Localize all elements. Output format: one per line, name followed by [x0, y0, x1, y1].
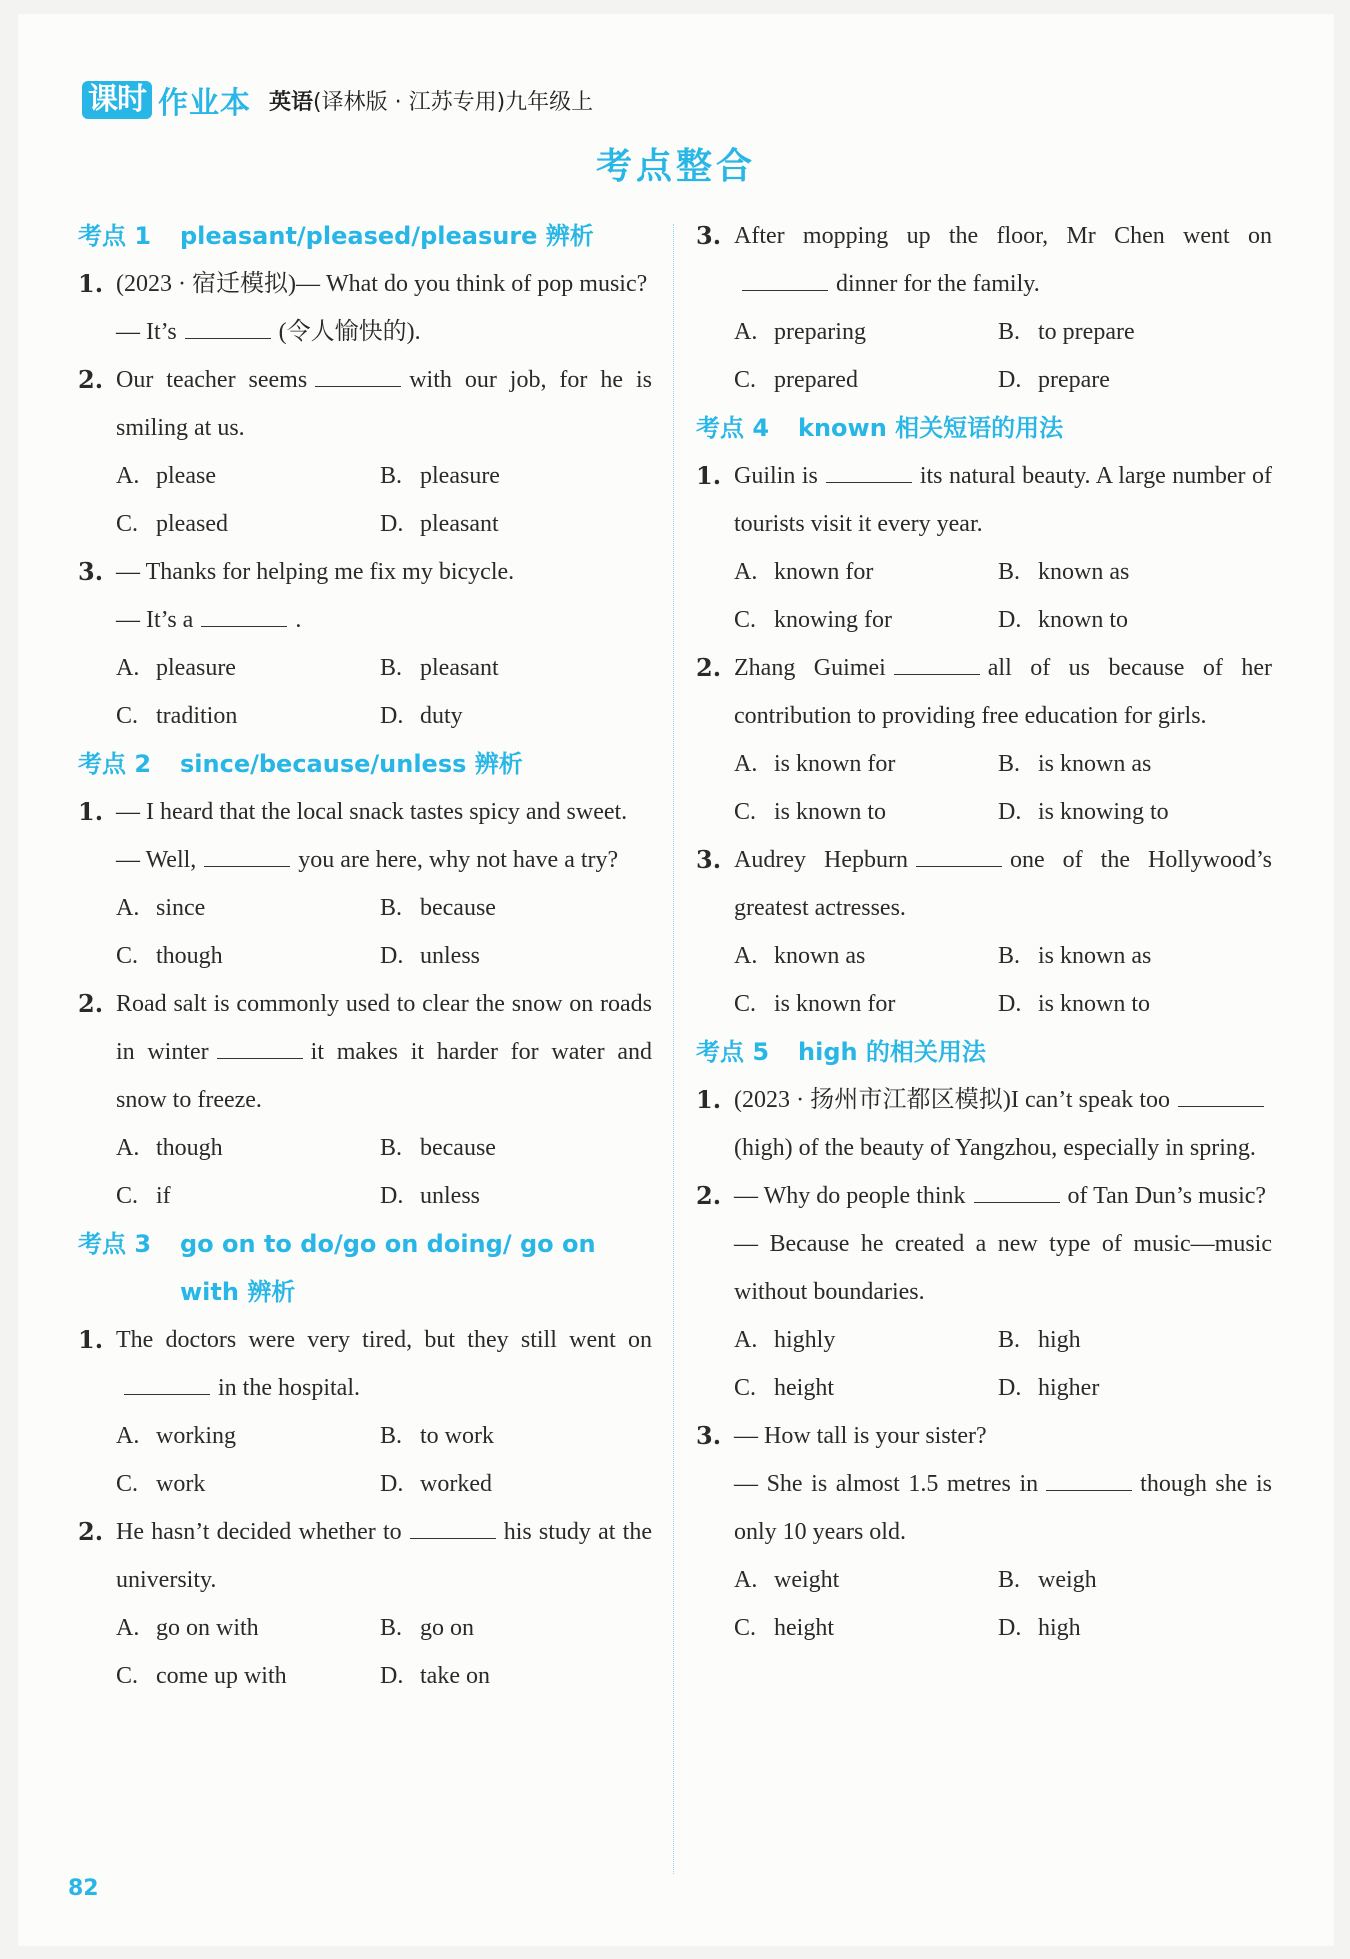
- option-letter: B.: [380, 895, 403, 921]
- question: [696, 836, 1272, 1028]
- option-letter: B.: [998, 1327, 1021, 1353]
- option-letter: C.: [116, 1663, 139, 1689]
- option-letter: B.: [998, 319, 1021, 345]
- section-number: 考点 3: [78, 1230, 152, 1258]
- option-letter: A.: [116, 655, 140, 681]
- options-grid: [116, 644, 652, 740]
- question: [78, 788, 652, 980]
- answer-blank: [974, 1174, 1060, 1203]
- question-text: (2023 · 宿迁模拟)— What do you think of pop music?: [116, 271, 648, 297]
- question: [696, 212, 1272, 404]
- answer-blank: [185, 310, 271, 339]
- question-text: Our teacher seems: [116, 367, 308, 393]
- option-text: because: [420, 895, 496, 921]
- option: [116, 932, 380, 980]
- question-number: 1.: [696, 1085, 722, 1114]
- question-reply: [734, 1460, 1272, 1556]
- question-text: Zhang Guimei: [734, 655, 886, 681]
- question-text: it makes it harder for water and snow to freeze.: [116, 1039, 652, 1113]
- header-brand: [82, 80, 593, 120]
- option: [380, 1460, 652, 1508]
- section-number: 考点 4: [696, 414, 770, 442]
- option: [734, 932, 998, 980]
- question-stem: [734, 1172, 1272, 1220]
- option-letter: C.: [116, 703, 139, 729]
- option-text: high: [1038, 1327, 1081, 1353]
- question-reply: [116, 596, 652, 644]
- question: [78, 356, 652, 548]
- question-number: 1.: [78, 269, 104, 298]
- section-number: 考点 1: [78, 222, 152, 250]
- left-column: [78, 212, 652, 1700]
- option-text: pleasant: [420, 511, 499, 537]
- option: [998, 788, 1272, 836]
- option: [380, 932, 652, 980]
- question-stem: [734, 644, 1272, 740]
- question-text: — I heard that the local snack tastes spicy and sweet.: [116, 799, 628, 825]
- options-grid: [116, 452, 652, 548]
- answer-blank: [826, 454, 912, 483]
- option: [380, 644, 652, 692]
- question-number: 2.: [78, 1517, 104, 1546]
- option-text: height: [774, 1375, 834, 1401]
- question: [696, 1172, 1272, 1412]
- option: [998, 980, 1272, 1028]
- option-letter: D.: [998, 799, 1022, 825]
- option: [116, 1124, 380, 1172]
- option: [116, 692, 380, 740]
- option-letter: C.: [734, 1615, 757, 1641]
- question-number: 2.: [696, 653, 722, 682]
- options-grid: [116, 1412, 652, 1508]
- option-text: pleased: [156, 511, 228, 537]
- book-info: [269, 85, 593, 116]
- question-stem: [734, 212, 1272, 308]
- option-text: to work: [420, 1423, 494, 1449]
- option: [734, 740, 998, 788]
- question-text: in the hospital.: [218, 1375, 360, 1401]
- option-text: duty: [420, 703, 463, 729]
- options-grid: [116, 884, 652, 980]
- question-stem: [734, 836, 1272, 932]
- question-text: — It’s a: [116, 607, 194, 633]
- question: [696, 1076, 1272, 1172]
- option: [734, 1556, 998, 1604]
- option-letter: A.: [116, 895, 140, 921]
- option-letter: C.: [734, 991, 757, 1017]
- option-text: is known to: [1038, 991, 1151, 1017]
- option-text: preparing: [774, 319, 866, 345]
- option-text: weight: [774, 1567, 840, 1593]
- options-grid: [734, 548, 1272, 644]
- option-text: is known as: [1038, 943, 1152, 969]
- option: [380, 692, 652, 740]
- question: [78, 1316, 652, 1508]
- question-text: .: [295, 607, 302, 633]
- question: [78, 980, 652, 1220]
- options-grid: [734, 308, 1272, 404]
- option-letter: A.: [734, 319, 758, 345]
- question-stem: [734, 1412, 1272, 1460]
- option: [998, 1604, 1272, 1652]
- option: [734, 356, 998, 404]
- question-text: you are here, why not have a try?: [298, 847, 619, 873]
- question-text: his study at the university.: [116, 1519, 653, 1593]
- option-text: prepare: [1038, 367, 1110, 393]
- option-letter: C.: [734, 367, 757, 393]
- option-letter: B.: [380, 1615, 403, 1641]
- option-text: is known for: [774, 751, 896, 777]
- question-stem: [116, 788, 652, 836]
- option-text: known for: [774, 559, 874, 585]
- question: [78, 548, 652, 740]
- question-stem: [116, 260, 652, 308]
- question-stem: [116, 1316, 652, 1412]
- question-text: one of the Hollywood’s greatest actresses.: [734, 847, 1272, 921]
- section-number: 考点 2: [78, 750, 152, 778]
- option-letter: C.: [116, 943, 139, 969]
- option: [734, 980, 998, 1028]
- option: [380, 1412, 652, 1460]
- options-grid: [734, 932, 1272, 1028]
- question: [696, 452, 1272, 644]
- question-number: 2.: [696, 1181, 722, 1210]
- option-text: unless: [420, 943, 480, 969]
- question-text: Audrey Hepburn: [734, 847, 908, 873]
- option-letter: B.: [380, 655, 403, 681]
- option-letter: B.: [380, 1135, 403, 1161]
- section-heading: [78, 1220, 652, 1316]
- option-text: tradition: [156, 703, 238, 729]
- option: [380, 1604, 652, 1652]
- brand-logo: 课时: [82, 81, 152, 119]
- option: [998, 308, 1272, 356]
- question-text: (high) of the beauty of Yangzhou, especially in spring.: [734, 1135, 1256, 1161]
- answer-blank: [204, 838, 290, 867]
- option-text: known as: [1038, 559, 1130, 585]
- brand-name: 作业本: [158, 86, 251, 121]
- question-text: all of us because of her contribution to providing free education for girls.: [734, 655, 1272, 729]
- question-text: Road salt is commonly used to clear the snow on roads in winter: [116, 991, 652, 1065]
- option-letter: D.: [998, 607, 1022, 633]
- question-reply: [734, 1220, 1272, 1316]
- question-text: of Tan Dun’s music?: [1067, 1183, 1267, 1209]
- option-letter: B.: [998, 559, 1021, 585]
- option-text: worked: [420, 1471, 492, 1497]
- question-number: 1.: [696, 461, 722, 490]
- question: [696, 1412, 1272, 1652]
- option-text: go on with: [156, 1615, 259, 1641]
- option-letter: A.: [734, 943, 758, 969]
- question-text: After mopping up the floor, Mr Chen went on: [734, 223, 1272, 249]
- option: [734, 788, 998, 836]
- question-stem: [116, 980, 652, 1124]
- section-heading: [696, 1028, 1272, 1076]
- question-number: 2.: [78, 989, 104, 1018]
- option-text: come up with: [156, 1663, 287, 1689]
- option-text: height: [774, 1615, 834, 1641]
- option-letter: B.: [998, 751, 1021, 777]
- option: [116, 884, 380, 932]
- question-reply: [116, 308, 652, 356]
- option-letter: D.: [380, 1663, 404, 1689]
- option-letter: C.: [116, 1183, 139, 1209]
- question-text: (2023 · 扬州市江都区模拟)I can’t speak too: [734, 1087, 1170, 1113]
- column-divider: [673, 224, 674, 1874]
- option-letter: A.: [734, 1567, 758, 1593]
- section-heading: [78, 740, 652, 788]
- question-number: 3.: [696, 1421, 722, 1450]
- option-text: pleasure: [420, 463, 500, 489]
- question-stem: [734, 1076, 1272, 1172]
- section-title: go on to do/go on doing/ go on with 辨析: [180, 1230, 596, 1306]
- option-letter: B.: [380, 463, 403, 489]
- question-text: He hasn’t decided whether to: [116, 1519, 402, 1545]
- answer-blank: [217, 1030, 303, 1059]
- option: [734, 308, 998, 356]
- question-number: 2.: [78, 365, 104, 394]
- option: [998, 596, 1272, 644]
- option-letter: D.: [998, 1615, 1022, 1641]
- question: [78, 260, 652, 356]
- question: [696, 644, 1272, 836]
- options-grid: [734, 1556, 1272, 1652]
- option: [380, 1652, 652, 1700]
- question-text: — Thanks for helping me fix my bicycle.: [116, 559, 515, 585]
- answer-blank: [1178, 1078, 1264, 1107]
- option-letter: C.: [116, 511, 139, 537]
- question-text: — Because he created a new type of music—music without boundaries.: [734, 1231, 1272, 1305]
- option: [380, 500, 652, 548]
- option: [734, 1316, 998, 1364]
- option: [380, 1172, 652, 1220]
- option-letter: C.: [734, 607, 757, 633]
- option-text: is knowing to: [1038, 799, 1169, 825]
- option-letter: B.: [380, 1423, 403, 1449]
- section-title: known 相关短语的用法: [798, 414, 1064, 442]
- option: [380, 884, 652, 932]
- question-stem: [116, 356, 652, 452]
- option-text: working: [156, 1423, 236, 1449]
- page-number: 82: [68, 1876, 99, 1901]
- option-letter: A.: [116, 1615, 140, 1641]
- option: [998, 1316, 1272, 1364]
- question: [78, 1508, 652, 1700]
- option-text: take on: [420, 1663, 490, 1689]
- option-letter: D.: [380, 1471, 404, 1497]
- option-text: known as: [774, 943, 866, 969]
- option: [116, 1652, 380, 1700]
- question-stem: [116, 548, 652, 596]
- option-text: work: [156, 1471, 206, 1497]
- answer-blank: [315, 358, 401, 387]
- option: [116, 1460, 380, 1508]
- question-text: with our job, for he is smiling at us.: [116, 367, 652, 441]
- answer-blank: [410, 1510, 496, 1539]
- question-text: — It’s: [116, 319, 177, 345]
- answer-blank: [894, 646, 980, 675]
- option-text: knowing for: [774, 607, 892, 633]
- right-column: [696, 212, 1272, 1652]
- option: [998, 932, 1272, 980]
- option: [116, 1172, 380, 1220]
- subject-label: 英语: [269, 89, 314, 115]
- question-text: — She is almost 1.5 metres in: [734, 1471, 1039, 1497]
- option-text: high: [1038, 1615, 1081, 1641]
- question-stem: [734, 452, 1272, 548]
- option-text: pleasant: [420, 655, 499, 681]
- question-reply: [116, 836, 652, 884]
- question-number: 3.: [696, 221, 722, 250]
- option-text: weigh: [1038, 1567, 1097, 1593]
- answer-blank: [1046, 1462, 1132, 1491]
- option-letter: A.: [734, 751, 758, 777]
- option: [998, 356, 1272, 404]
- option-letter: A.: [116, 1135, 140, 1161]
- option: [380, 1124, 652, 1172]
- book-edition: (译林版 · 江苏专用)九年级上: [313, 89, 594, 115]
- option: [116, 644, 380, 692]
- options-grid: [116, 1124, 652, 1220]
- answer-blank: [916, 838, 1002, 867]
- option-letter: B.: [998, 1567, 1021, 1593]
- option-letter: A.: [734, 1327, 758, 1353]
- question-text: dinner for the family.: [836, 271, 1040, 297]
- question-text: The doctors were very tired, but they still went on: [116, 1327, 652, 1353]
- section-heading: [78, 212, 652, 260]
- option: [998, 548, 1272, 596]
- option-letter: D.: [380, 703, 404, 729]
- option: [734, 1604, 998, 1652]
- section-title: pleasant/pleased/pleasure 辨析: [180, 222, 594, 250]
- option-letter: A.: [116, 1423, 140, 1449]
- question-number: 1.: [78, 797, 104, 826]
- option-text: since: [156, 895, 206, 921]
- page: [18, 14, 1334, 1946]
- section-number: 考点 5: [696, 1038, 770, 1066]
- question-text: — Why do people think: [734, 1183, 966, 1209]
- option-text: known to: [1038, 607, 1128, 633]
- option-letter: C.: [116, 1471, 139, 1497]
- option-text: prepared: [774, 367, 858, 393]
- option: [998, 740, 1272, 788]
- option-text: though: [156, 1135, 223, 1161]
- options-grid: [734, 740, 1272, 836]
- option-text: go on: [420, 1615, 474, 1641]
- options-grid: [116, 1604, 652, 1700]
- answer-blank: [201, 598, 287, 627]
- question-text: (令人愉快的).: [278, 319, 421, 345]
- option-text: though: [156, 943, 223, 969]
- answer-blank: [124, 1366, 210, 1395]
- section-heading: [696, 404, 1272, 452]
- option: [734, 596, 998, 644]
- option-letter: A.: [734, 559, 758, 585]
- option-text: please: [156, 463, 216, 489]
- option-letter: D.: [998, 1375, 1022, 1401]
- option-letter: D.: [998, 367, 1022, 393]
- section-title: since/because/unless 辨析: [180, 750, 523, 778]
- option: [734, 1364, 998, 1412]
- question-number: 3.: [696, 845, 722, 874]
- option-text: pleasure: [156, 655, 236, 681]
- question-text: though she is only 10 years old.: [734, 1471, 1272, 1545]
- question-text: its natural beauty. A large number of tourists visit it every year.: [734, 463, 1273, 537]
- option-text: higher: [1038, 1375, 1100, 1401]
- option: [116, 452, 380, 500]
- question-text: — Well,: [116, 847, 197, 873]
- option-text: because: [420, 1135, 496, 1161]
- option: [380, 452, 652, 500]
- option-text: highly: [774, 1327, 836, 1353]
- option: [116, 1412, 380, 1460]
- question-text: Guilin is: [734, 463, 818, 489]
- option: [734, 548, 998, 596]
- option-text: is known as: [1038, 751, 1152, 777]
- option-letter: B.: [998, 943, 1021, 969]
- question-number: 3.: [78, 557, 104, 586]
- option-text: unless: [420, 1183, 480, 1209]
- option: [116, 500, 380, 548]
- option-letter: D.: [380, 511, 404, 537]
- options-grid: [734, 1316, 1272, 1412]
- option-text: is known to: [774, 799, 887, 825]
- page-title: 考点整合: [595, 146, 756, 187]
- option-text: is known for: [774, 991, 896, 1017]
- option-letter: C.: [734, 1375, 757, 1401]
- question-number: 1.: [78, 1325, 104, 1354]
- option-letter: A.: [116, 463, 140, 489]
- option: [998, 1364, 1272, 1412]
- option-letter: C.: [734, 799, 757, 825]
- section-title: high 的相关用法: [798, 1038, 986, 1066]
- option-letter: D.: [380, 1183, 404, 1209]
- option: [998, 1556, 1272, 1604]
- option-letter: D.: [998, 991, 1022, 1017]
- option: [116, 1604, 380, 1652]
- option-text: if: [156, 1183, 171, 1209]
- question-stem: [116, 1508, 652, 1604]
- question-text: — How tall is your sister?: [734, 1423, 987, 1449]
- option-text: to prepare: [1038, 319, 1135, 345]
- answer-blank: [742, 262, 828, 291]
- option-letter: D.: [380, 943, 404, 969]
